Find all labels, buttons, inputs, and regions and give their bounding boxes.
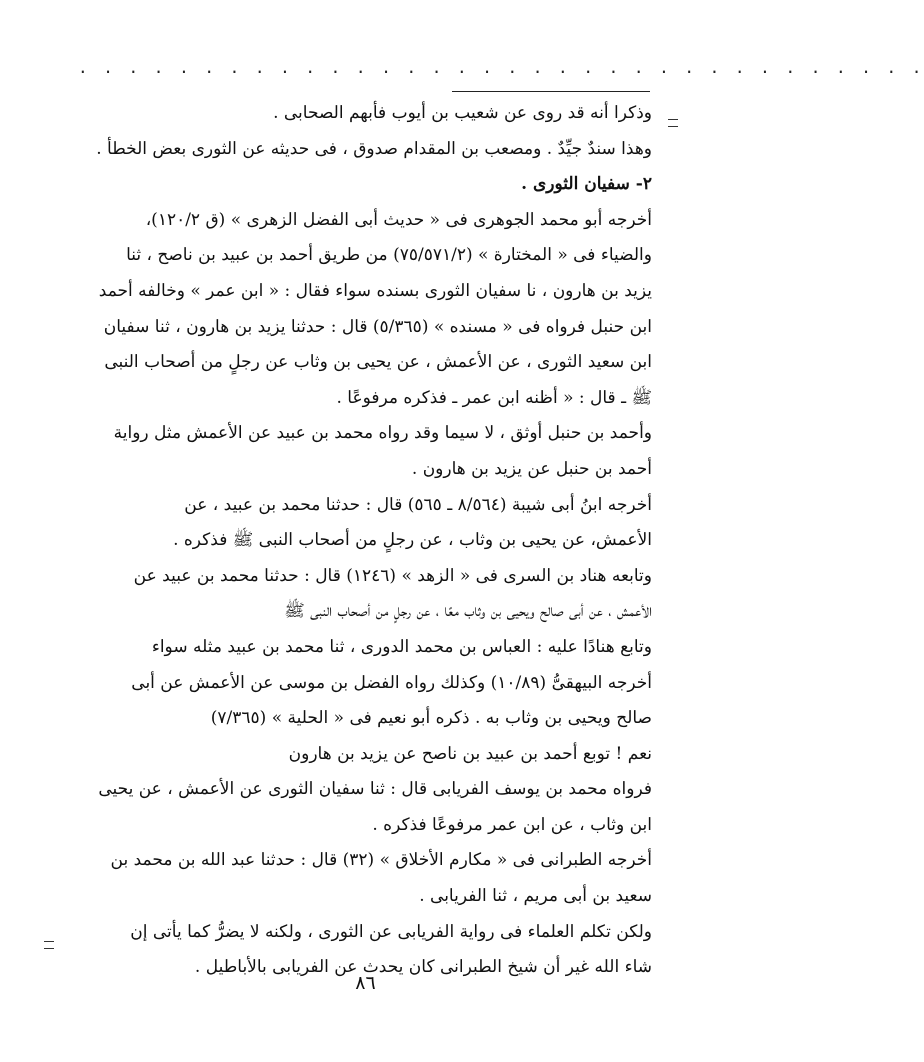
text-line: فرواه محمد بن يوسف الفريابى قال : ثنا سفيان الثورى عن الأعمش ، عن يحيى xyxy=(98,779,652,800)
header-rule xyxy=(452,91,650,92)
text-line: أخرجه ابنُ أبى شيبة (٨/٥٦٤ ـ ٥٦٥) قال : حدثنا محمد بن عبيد ، عن xyxy=(184,494,652,515)
text-line: أخرجه أبو محمد الجوهرى فى « حديث أبى الفضل الزهرى » (ق ١٢٠/٢)، xyxy=(145,209,652,230)
margin-mark-top xyxy=(668,119,678,127)
text-line: وتابعه هناد بن السرى فى « الزهد » (١٢٤٦) قال : حدثنا محمد بن عبيد عن xyxy=(133,565,652,586)
text-line: ابن سعيد الثورى ، عن الأعمش ، عن يحيى بن وثاب عن رجلٍ من أصحاب النبى xyxy=(104,352,652,373)
text-line: ابن حنبل فرواه فى « مسنده » (٥/٣٦٥) قال : حدثنا يزيد بن هارون ، ثنا سفيان xyxy=(103,316,652,337)
text-line: شاء الله غير أن شيخ الطبرانى كان يحدث عن الفريابى بالأباطيل . xyxy=(194,957,652,978)
text-line: والضياء فى « المختارة » (٧٥/٥٧١/٢) من طريق أحمد بن عبيد بن ناصح ، ثنا xyxy=(126,245,652,266)
text-line: أخرجه الطبرانى فى « مكارم الأخلاق » (٣٢) قال : حدثنا عبد الله بن محمد بن xyxy=(110,850,652,871)
text-line: وتابع هنادًا عليه : العباس بن محمد الدورى ، ثنا محمد بن عبيد مثله سواء xyxy=(151,636,652,657)
body-text xyxy=(62,96,652,986)
dotted-header-line: . . . . . . . . . . . . . . . . . . . . . . . . . . . . . . . . . . xyxy=(78,58,924,77)
text-line: الأعمش، عن يحيى بن وثاب ، عن رجلٍ من أصحاب النبى ﷺ فذكره . xyxy=(173,530,652,551)
text-line: أحمد بن حنبل عن يزيد بن هارون . xyxy=(411,458,652,479)
section-heading: ٢- سفيان الثورى . xyxy=(521,174,652,195)
text-line: وأحمد بن حنبل أوثق ، لا سيما وقد رواه محمد بن عبيد عن الأعمش مثل رواية xyxy=(113,423,652,444)
text-line: أخرجه البيهقىُّ (١٠/٨٩) وكذلك رواه الفضل بن موسى عن الأعمش عن أبى xyxy=(131,672,652,693)
text-line: ﷺ ـ قال : « أظنه ابن عمر ـ فذكره مرفوعًا . xyxy=(336,387,652,408)
page-number: ٨٦ xyxy=(355,972,376,994)
margin-mark-bottom xyxy=(44,941,54,949)
text-line: الأعمش ، عن أبى صالح ويحيى بن وثاب معًا ، عن رجلٍ من أصحاب النبى ﷺ xyxy=(284,601,652,622)
text-line: يزيد بن هارون ، نا سفيان الثورى بسنده سواء فقال : « ابن عمر » وخالفه أحمد xyxy=(98,280,652,301)
text-line: ولكن تكلم العلماء فى رواية الفريابى عن الثورى ، ولكنه لا يضرُّ كما يأتى إن xyxy=(130,921,652,942)
text-line: نعم ! توبع أحمد بن عبيد بن ناصح عن يزيد بن هارون xyxy=(288,743,652,764)
text-line: سعيد بن أبى مريم ، ثنا الفريابى . xyxy=(419,886,652,907)
text-line: وهذا سندٌ جيِّدٌ . ومصعب بن المقدام صدوق ، فى حديثه عن الثورى بعض الخطأ . xyxy=(96,138,652,159)
text-line: صالح ويحيى بن وثاب به . ذكره أبو نعيم فى « الحلية » (٧/٣٦٥) xyxy=(210,708,652,729)
text-line: ابن وثاب ، عن ابن عمر مرفوعًا فذكره . xyxy=(372,814,652,835)
text-line: وذكرا أنه قد روى عن شعيب بن أيوب فأبهم الصحابى . xyxy=(273,103,652,123)
